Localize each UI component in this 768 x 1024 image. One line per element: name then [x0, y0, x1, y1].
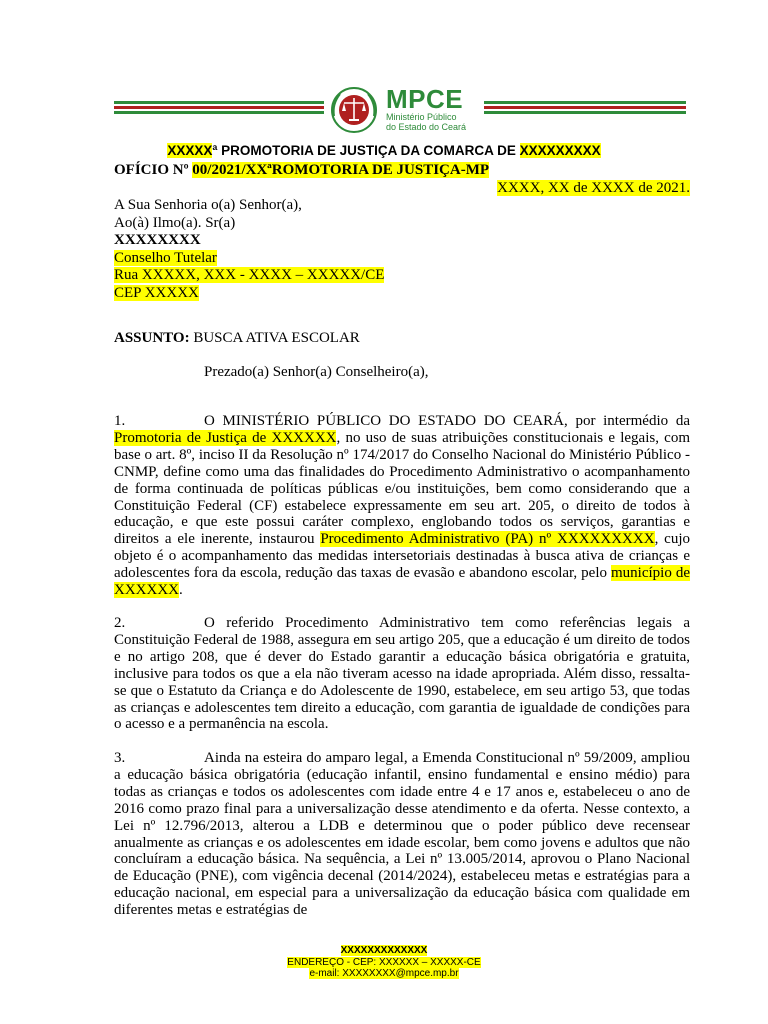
highlight-procedimento: Procedimento Administrativo (PA) nº XXXXXXXXX [320, 531, 655, 548]
oficio-label: OFÍCIO Nº [114, 162, 193, 178]
document-heading [0, 143, 768, 158]
paragraph-number: 2. [114, 615, 126, 631]
oficio-number-line [114, 162, 489, 179]
logo-title: MPCE [386, 84, 464, 114]
subject-label: ASSUNTO: [114, 330, 190, 346]
recipient-name: XXXXXXXX [114, 232, 201, 248]
recipient-org: Conselho Tutelar [114, 249, 217, 266]
footer-line-1: XXXXXXXXXXXXX [340, 945, 428, 956]
subject-line [114, 330, 360, 347]
logo-subtitle-2: do Estado do Ceará [386, 122, 467, 132]
paragraph-number: 1. [114, 413, 126, 429]
heading-text: ª PROMOTORIA DE JUSTIÇA DA COMARCA DE [212, 143, 520, 158]
oficio-number: 00/2021/XXªROMOTORIA DE JUSTIÇA-MP [192, 162, 490, 178]
highlight-municipio: município de XXXXXX [114, 565, 690, 599]
page-footer [0, 945, 768, 980]
paragraph-1: 1. O MINISTÉRIO PÚBLICO DO ESTADO DO CEARÁ, por intermédio da Promotoria de Justiça de XXXXXX, no uso de suas atribuições constitucionais e legais, com base o art. 8º, inciso II da Resolução nº 174/2017 do Conselho Nacional do Ministério Público - CNMP, define como uma das finalidades do Procedimento Administrativo o acompanhamento de forma continuada de políticas públicas e/ou instituições, bem como considerando que a Constituição Federal (CF) estabelece expressamente em seu art. 205, o direito de todos à educação, e que este possui caráter complexo, englobando todos os serviços, garantias e direitos a ele inerente, instaurou Procedimento Administrativo (PA) nº XXXXXXXXX, cujo objeto é o acompanhamento das medidas intersetoriais destinadas à busca ativa de crianças e adolescentes fora da escola, redução das taxas de evasão e abandono escolar, pelo município de XXXXXX. [114, 413, 691, 599]
footer-address: ENDEREÇO - CEP: XXXXXX – XXXXX-CE [287, 956, 481, 968]
scales-emblem-icon [328, 86, 382, 134]
recipient-street: Rua XXXXX, XXX - XXXX – XXXXX/CE [114, 267, 385, 283]
recipient-cep: CEP XXXXX [114, 284, 199, 301]
paragraph-number: 3. [114, 750, 126, 766]
highlight-promotoria: Promotoria de Justiça de XXXXXX [114, 429, 337, 446]
subject-text: BUSCA ATIVA ESCOLAR [189, 330, 360, 346]
salutation: Prezado(a) Senhor(a) Conselheiro(a), [204, 364, 429, 380]
paragraph-2: 2. O referido Procedimento Administrativo tem como referências legais a Constituição Federal de 1988, assegura em seu artigo 205, que a educação é um direito de todos e no artigo 208, que é dever do Estado garantir a educação básica obrigatória e gratuita, inclusive para todos os que a ela não tiveram acesso na idade apropriada. Além disso, ressalta-se que o Estatuto da Criança e do Adolescente de 1990, estabelece, em seu artigo 53, que todas as crianças e adolescentes tem direito a educação, com garantia de igualdade de condições para o acesso e a permanência na escola. [114, 615, 690, 733]
footer-email: e-mail: XXXXXXXX@mpce.mp.br [309, 968, 459, 979]
address-line-1: A Sua Senhoria o(a) Senhor(a), [114, 197, 302, 213]
heading-placeholder-2: XXXXXXXXX [519, 143, 601, 158]
recipient-address [114, 197, 384, 302]
paragraph-3: 3. Ainda na esteira do amparo legal, a Emenda Constitucional nº 59/2009, ampliou a educação básica obrigatória (educação infantil, ensino fundamental e ensino médio) para todas as crianças e todos os adolescentes com idade entre 4 e 17 anos e, estabeleceu o ano de 2016 como prazo final para a universalização desse atendimento e da oferta. Nesse contexto, a Lei nº 12.796/2013, alterou a LDB e determinou que o poder público deve recensear anualmente as crianças e os adolescentes em idade escolar, bem como jovens e adultos que não concluíram a educação básica. Na sequência, a Lei nº 13.005/2014, aprovou o Plano Nacional de Educação (PNE), com vigência decenal (2014/2024), estabeleceu metas e estratégias para a educação nacional, em especial para a universalização da educação básica com qualidade em diferentes metas e estratégias de [114, 750, 690, 919]
header-stripes-left [114, 101, 324, 115]
logo-subtitle-1: Ministério Público [386, 112, 457, 122]
mpce-logo [328, 86, 488, 134]
address-line-2: Ao(à) Ilmo(a). Sr(a) [114, 214, 236, 231]
heading-placeholder-1: XXXXX [167, 143, 213, 158]
document-date: XXXX, XX de XXXX de 2021. [497, 180, 690, 196]
header-stripes-right [484, 101, 686, 115]
